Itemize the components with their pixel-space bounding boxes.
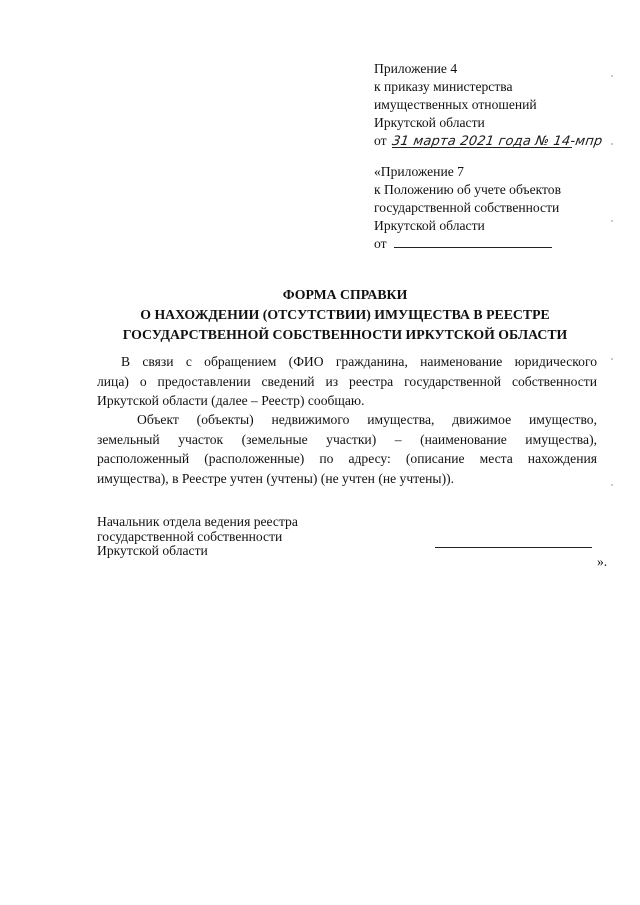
appendix-4-order-ref: к приказу министерства — [374, 79, 513, 94]
appendix-7-region: Иркутской области — [374, 218, 485, 233]
title-line-2: О НАХОЖДЕНИИ (ОТСУТСТВИИ) ИМУЩЕСТВА В РЕЕСТРЕ — [140, 307, 550, 322]
appendix-7-from-prefix: от — [374, 236, 387, 251]
paragraph-1-line-2: лица) о предоставлении сведений из реестра государственной собственности — [97, 373, 597, 389]
paragraph-1-line-3: Иркутской области (далее – Реестр) сообщаю. — [97, 393, 365, 408]
appendix-7-date-line — [374, 235, 561, 253]
appendix-7-property: государственной собственности — [374, 200, 560, 215]
paragraph-2-line-2: земельный участок (земельные участки) – (наименование имущества), — [97, 431, 597, 447]
paragraph-object — [97, 410, 597, 488]
signature-blank-line — [435, 547, 592, 548]
handwritten-date: 31 марта 2021 года № 14-мпр — [390, 134, 604, 149]
appendix-4-region: Иркутской области — [374, 115, 485, 130]
appendix-7-regulation-ref: к Положению об учете объектов — [374, 182, 562, 197]
appendix-7-date-blank — [394, 235, 552, 248]
signature-position-line-2: государственной собственности — [97, 528, 283, 544]
scan-speck — [611, 75, 613, 77]
appendix-4-ministry: имущественных отношений — [374, 97, 537, 112]
signature-position-line-1: Начальник отдела ведения реестра — [97, 514, 298, 529]
title-line-1: ФОРМА СПРАВКИ — [282, 287, 408, 302]
paragraph-request — [97, 352, 597, 411]
signature-block — [97, 515, 298, 559]
paragraph-2-line-4: имущества), в Реестре учтен (учтены) (не учтен (не учтены)). — [97, 470, 455, 486]
closing-quote: ». — [597, 554, 608, 569]
appendix-4-title: Приложение 4 — [374, 61, 458, 76]
appendix-4-date-line — [374, 132, 602, 151]
scan-speck — [611, 484, 613, 486]
paragraph-2-line-1: Объект (объекты) недвижимого имущества, движимое имущество, — [137, 412, 597, 427]
paragraph-1-line-1: В связи с обращением (ФИО гражданина, наименование юридического — [121, 354, 597, 369]
paragraph-2-line-3: расположенный (расположенные) по адресу: (описание места нахождения — [97, 451, 597, 466]
form-title — [80, 285, 610, 345]
scan-speck — [611, 220, 613, 222]
appendix-4-date-field — [392, 132, 602, 151]
appendix-4-header — [374, 60, 602, 151]
scan-speck — [611, 358, 613, 360]
appendix-7-header — [374, 163, 561, 253]
scan-speck — [611, 143, 613, 145]
appendix-4-from-prefix: от — [374, 133, 387, 148]
title-line-3: ГОСУДАРСТВЕННОЙ СОБСТВЕННОСТИ ИРКУТСКОЙ ОБЛАСТИ — [122, 327, 568, 342]
signature-position-line-3: Иркутской области — [97, 543, 208, 558]
appendix-7-title: «Приложение 7 — [374, 164, 464, 179]
